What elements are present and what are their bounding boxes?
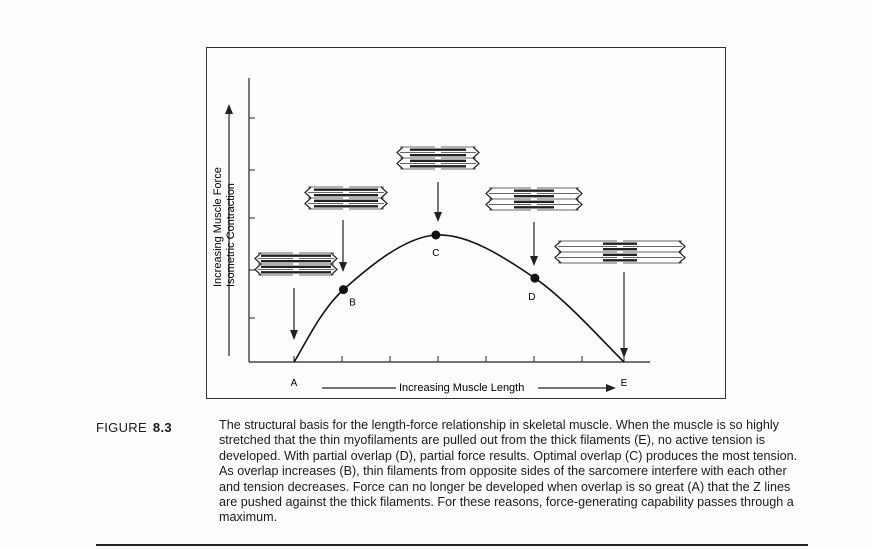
figure-number: 8.3 (152, 420, 172, 435)
arrow-e-head (620, 348, 628, 358)
y-axis-label-line1: Increasing Muscle Force (212, 167, 224, 287)
point-label-d: D (528, 292, 536, 304)
sarcomere-e (555, 241, 685, 263)
sarcomere-d (486, 188, 582, 210)
sarcomere-diagrams (255, 147, 685, 358)
figure-caption: The structural basis for the length-force relationship in skeletal muscle. When the muscle is so highly stretched that the thin myofilaments are pulled out from the thick filaments (E), no active tension is developed. With partial overlap (D), partial force results. Optimal overlap (C) produces the most tension. As overlap increases (B), thin filaments from opposite sides of the sarcomere interfere with each other and tension decreases. Force can no longer be developed when overlap is so great (A) that the Z lines are pushed against the thick filaments. For these reasons, force-generating capability passes through a maximum. (219, 418, 798, 525)
arrow-a-head (290, 330, 298, 340)
figure-label (96, 420, 172, 435)
arrow-c-head (434, 212, 442, 222)
point-label-a: A (290, 378, 298, 389)
point-marker-d (530, 274, 539, 283)
arrow-d-head (530, 256, 538, 266)
sarcomere-c (397, 147, 479, 169)
arrow-b-head (339, 262, 347, 272)
figure-label-word: FIGURE (96, 420, 147, 435)
point-marker-c (431, 231, 440, 240)
y-label-arrow-head (225, 104, 233, 114)
sarcomere-b (305, 187, 387, 209)
point-label-b: B (349, 297, 356, 309)
point-marker-b (339, 285, 348, 294)
y-axis-label-line2: Isometric Contraction (225, 183, 237, 287)
point-label-e: E (620, 378, 628, 389)
x-label-arrow-head (606, 384, 616, 392)
curve-layer (291, 231, 628, 390)
x-axis-label: Increasing Muscle Length (399, 382, 525, 394)
sarcomere-a (255, 253, 337, 275)
point-label-c: C (432, 248, 440, 259)
bottom-rule (96, 544, 808, 546)
